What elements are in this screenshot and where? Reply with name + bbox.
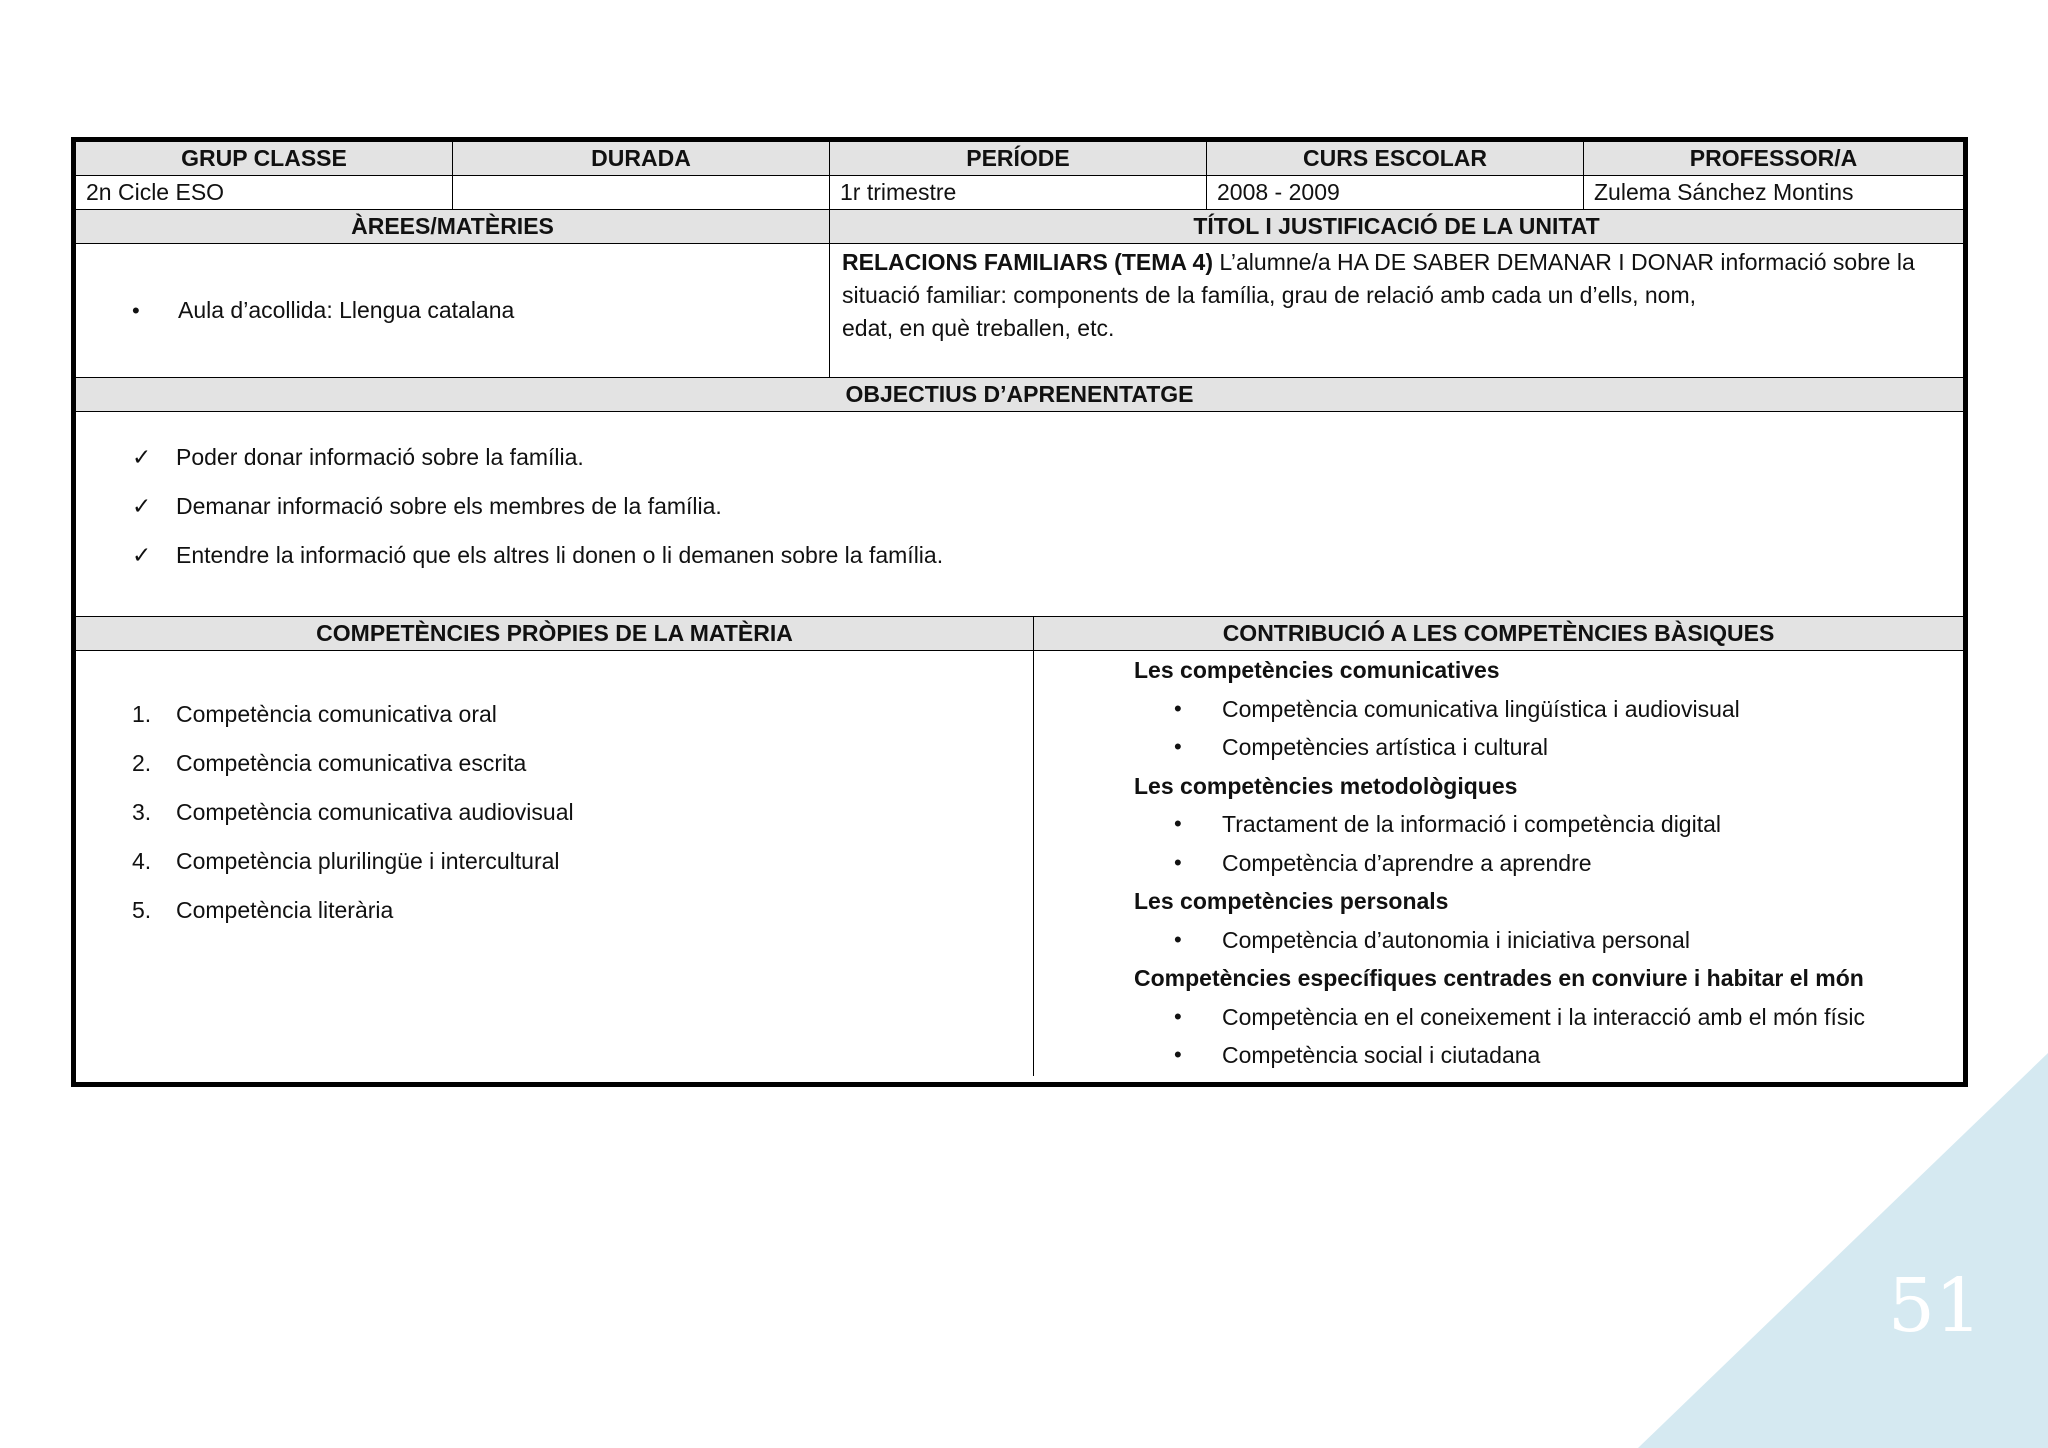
competence-item [132,797,1033,827]
header-curs-escolar: CURS ESCOLAR [1207,142,1584,176]
objective-item [132,540,1963,570]
competence-item [132,748,1033,778]
check-icon: ✓ [132,443,152,470]
unit-justification-line-1: L’alumne/a HA DE SABER DEMANAR I DONAR informació sobre la [1212,249,1915,275]
bullet-icon: • [1174,1042,1182,1067]
header-grup-classe: GRUP CLASSE [76,142,453,176]
competence-text: Competència comunicativa escrita [176,749,527,776]
competence-text: Competència comunicativa audiovisual [176,798,574,825]
unit-justification-line-2: situació familiar: components de la família, grau de relació amb cada un d’ells, nom, [842,282,1696,308]
basic-competence-text: Competència d’autonomia i iniciativa personal [1222,926,1690,953]
competence-number: 4. [132,847,152,874]
bullet-icon: • [132,297,140,323]
unit-title: RELACIONS FAMILIARS (TEMA 4) [842,249,1213,275]
bullet-icon: • [1174,849,1182,875]
competence-number: 5. [132,896,152,923]
check-icon: ✓ [132,541,152,568]
areas-item-text: Aula d’acollida: Llengua catalana [178,297,515,324]
objective-text: Entendre la informació que els altres li donen o li demanen sobre la família. [176,541,944,568]
basic-competence-item [1134,1036,1963,1075]
bullet-icon: • [1174,695,1182,721]
basic-competence-item [1134,921,1963,960]
value-curs-escolar: 2008 - 2009 [1207,176,1584,210]
basic-group-title: Les competències comunicatives [1134,657,1500,683]
basic-competence-item [1134,728,1963,767]
header-periode: PERÍODE [830,142,1207,176]
basic-group-title: Les competències metodològiques [1134,772,1518,799]
basic-group-title: Competències específiques centrades en conviure i habitar el món [1134,965,1864,991]
bullet-icon: • [1174,811,1182,836]
basic-competence-text: Tractament de la informació i competència digital [1222,811,1721,837]
header-objectius: OBJECTIUS D’APRENENTATGE [76,378,1963,412]
basic-competences-list [1034,651,1963,1076]
competences-section [76,617,1963,1076]
value-professor: Zulema Sánchez Montins [1584,176,1963,210]
competence-text: Competència literària [176,896,394,923]
competence-text: Competència comunicativa oral [176,700,497,727]
competences-list [76,651,1034,1076]
areas-item [132,296,514,325]
basic-competence-item [1134,690,1963,729]
value-periode: 1r trimestre [830,176,1207,210]
bullet-icon: • [1174,734,1182,759]
basic-competence-text: Competència d’aprendre a aprendre [1222,849,1592,876]
objectives-list [76,412,1963,617]
competence-text: Competència plurilingüe i intercultural [176,847,560,874]
header-arees-materies: ÀREES/MATÈRIES [76,210,830,244]
header-professor: PROFESSOR/A [1584,142,1963,176]
basic-competence-item [1134,998,1963,1037]
objective-text: Demanar informació sobre els membres de la família. [176,492,722,519]
basic-competence-text: Competència social i ciutadana [1222,1042,1541,1068]
value-durada [453,176,830,210]
unit-justification-line-3: edat, en què treballen, etc. [842,315,1115,341]
page-number: 51 [1887,1263,1982,1349]
basic-competence-text: Competència comunicativa lingüística i audiovisual [1222,695,1740,722]
competence-item [132,699,1033,729]
competence-item [132,846,1033,876]
competence-number: 1. [132,700,152,727]
basic-competence-item [1134,844,1963,883]
competence-number: 3. [132,798,152,825]
header-titol-justificacio: TÍTOL I JUSTIFICACIÓ DE LA UNITAT [830,210,1963,244]
bullet-icon: • [1174,926,1182,952]
competence-item [132,895,1033,925]
competence-number: 2. [132,749,152,776]
value-grup-classe: 2n Cicle ESO [76,176,453,210]
objective-text: Poder donar informació sobre la família. [176,443,584,470]
unit-title-justification [830,244,1963,378]
corner-decoration [1638,1053,2048,1448]
objective-item [132,442,1963,472]
basic-competence-text: Competències artística i cultural [1222,734,1548,760]
areas-list [76,244,830,378]
unit-table [71,137,1968,1087]
basic-competence-text: Competència en el coneixement i la interacció amb el món físic [1222,1003,1866,1030]
check-icon: ✓ [132,492,152,519]
header-durada: DURADA [453,142,830,176]
header-competencies-propies: COMPETÈNCIES PRÒPIES DE LA MATÈRIA [76,617,1034,651]
objective-item [132,491,1963,521]
basic-group-title: Les competències personals [1134,888,1449,914]
basic-competence-item [1134,805,1963,844]
bullet-icon: • [1174,1003,1182,1029]
header-competencies-basiques: CONTRIBUCIÓ A LES COMPETÈNCIES BÀSIQUES [1034,617,1963,651]
